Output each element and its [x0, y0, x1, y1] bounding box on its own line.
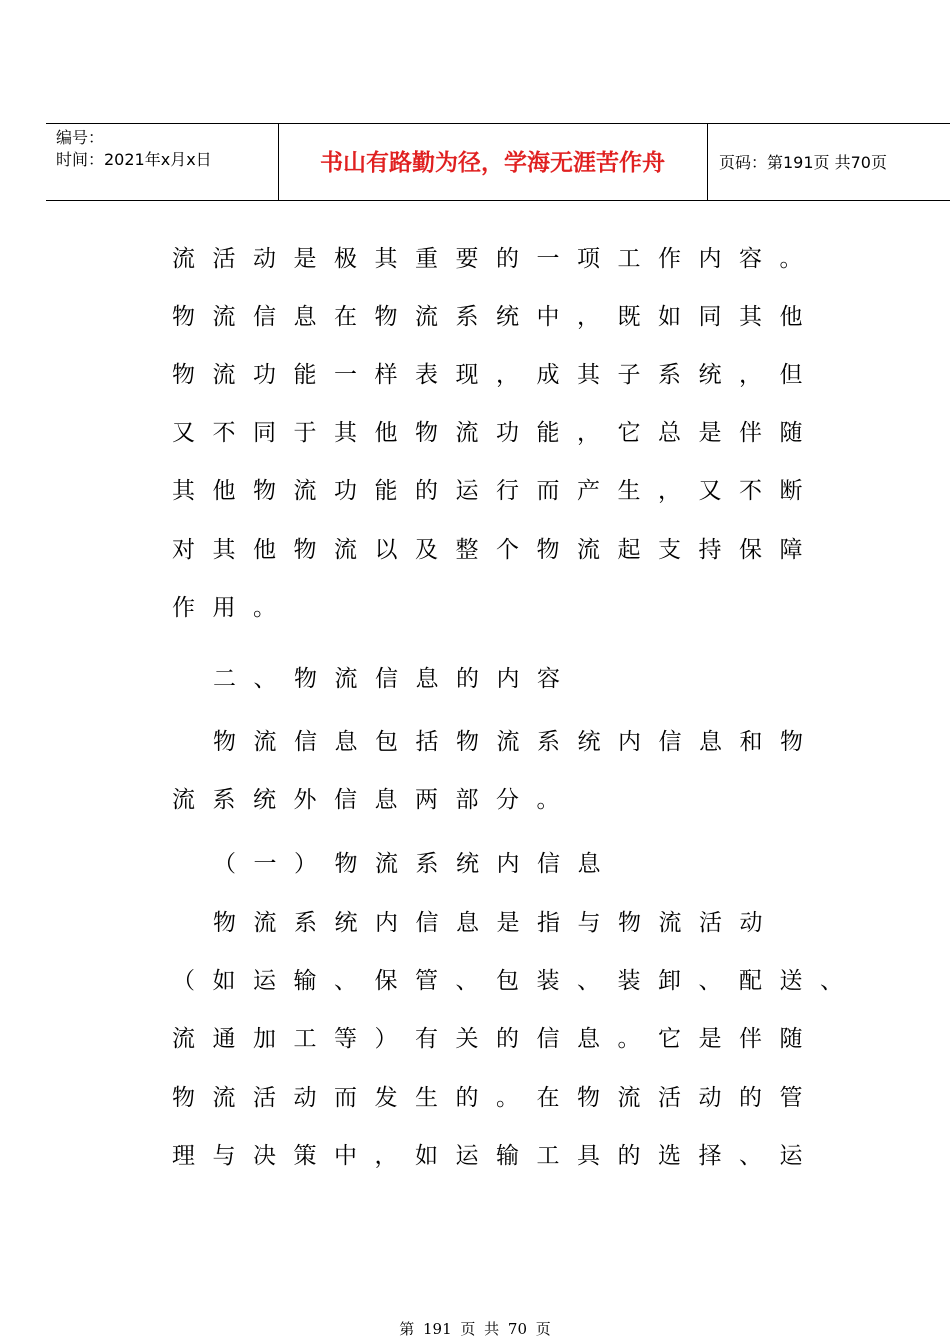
body-line: 物流功能一样表现，成其子系统，但 [172, 362, 820, 388]
header-page-info: 页码：第191页 共70页 [719, 153, 887, 172]
header-bottom-rule [46, 200, 950, 201]
body-line: 物流活动而发生的。在物流活动的管 [172, 1085, 820, 1111]
body-line: 物流信息在物流系统中，既如同其他 [172, 304, 820, 330]
body-line: 理与决策中，如运输工具的选择、运 [172, 1143, 820, 1169]
page-footer: 第 191 页 共 70 页 [399, 1320, 551, 1338]
body-line: 流活动是极其重要的一项工作内容。 [172, 246, 820, 272]
body-line: 其他物流功能的运行而产生，又不断 [172, 478, 820, 504]
header-divider-right [707, 123, 708, 200]
body-line: 又不同于其他物流功能，它总是伴随 [172, 420, 820, 446]
body-line: 物流系统内信息是指与物流活动 [213, 910, 780, 936]
body-line: 物流信息包括物流系统内信息和物 [213, 729, 821, 755]
body-line: 流系统外信息两部分。 [172, 787, 577, 813]
body-line: （如运输、保管、包装、装卸、配送、 [172, 968, 861, 994]
subsection-heading: （一）物流系统内信息 [213, 851, 618, 877]
header-meta [56, 127, 212, 171]
header-motto: 书山有路勤为径，学海无涯苦作舟 [320, 150, 665, 176]
body-line: 流通加工等）有关的信息。它是伴随 [172, 1026, 820, 1052]
body-line: 作用。 [172, 595, 294, 621]
header-top-rule [46, 123, 950, 124]
section-heading: 二、物流信息的内容 [213, 666, 578, 692]
body-line: 对其他物流以及整个物流起支持保障 [172, 537, 820, 563]
document-date: 时间：2021年x月x日 [56, 150, 212, 169]
document-number-label: 编号： [56, 128, 105, 147]
